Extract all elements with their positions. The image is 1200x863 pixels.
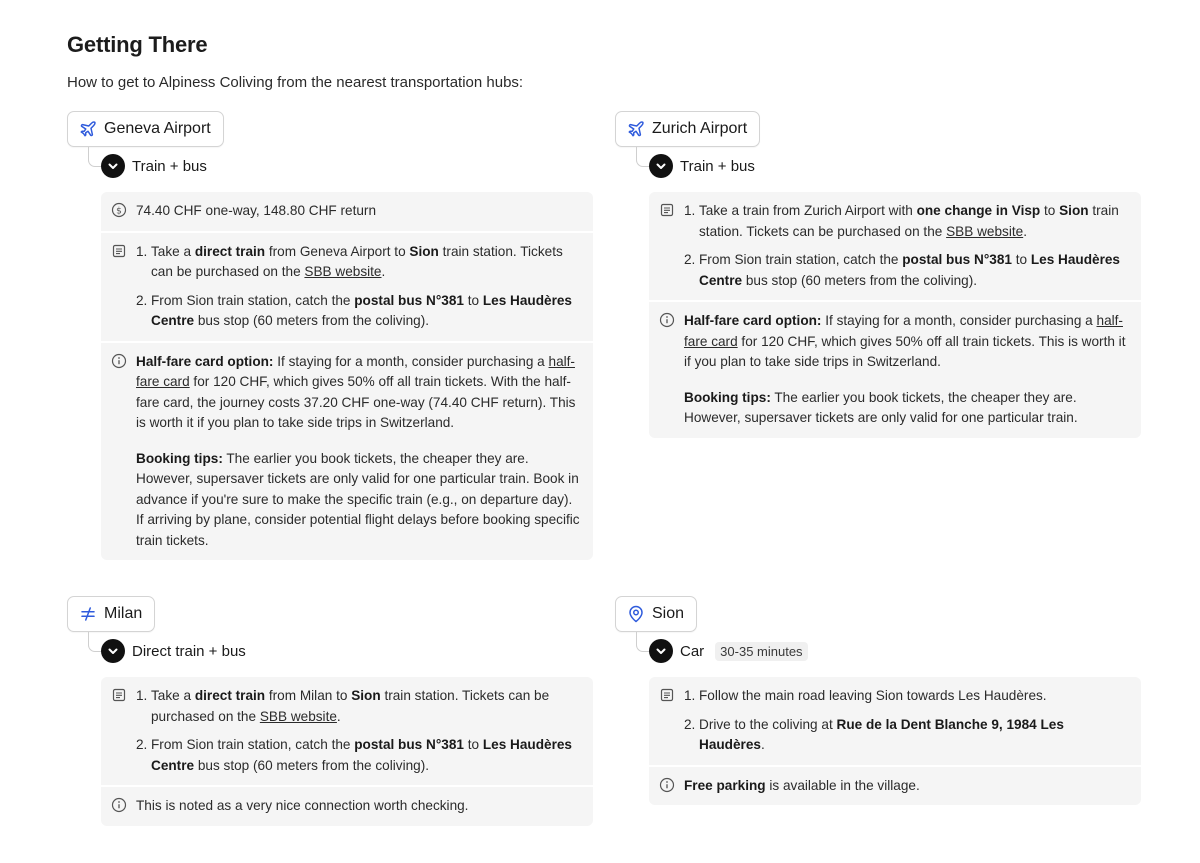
info-row xyxy=(649,302,1141,438)
dollar-coin-icon xyxy=(111,202,127,218)
document-icon xyxy=(111,687,127,703)
section-geneva-airport xyxy=(67,111,597,561)
zurich-airport-label: Zurich Airport xyxy=(652,120,748,137)
step-item: 1. Take a train from Zurich Airport with one change in Visp to Sion train station. Tickets can be purchased on the SBB website. xyxy=(684,203,1119,239)
booking-tips-text: Booking tips: The earlier you book tickets, the cheaper they are. However, supersaver tickets are only valid for one particular train. Book in advance if you're sure to make the specific train (e.g., on departure day). If arriving by plane, consider potential flight delays before booking specific train tickets. xyxy=(136,450,580,548)
plane-icon xyxy=(79,120,97,138)
half-fare-card-link[interactable]: half-fare card xyxy=(684,313,1123,349)
section-zurich-airport xyxy=(615,111,1145,441)
tree-connector xyxy=(636,147,650,167)
tree-connector xyxy=(88,632,102,652)
route-icon xyxy=(79,605,97,623)
cost-row xyxy=(101,192,593,233)
sbb-website-link[interactable]: SBB website xyxy=(946,223,1024,239)
section-sion xyxy=(615,596,1145,806)
chevron-down-icon[interactable] xyxy=(101,154,125,178)
page-intro: How to get to Alpiness Coliving from the nearest transportation hubs: xyxy=(67,74,524,91)
half-fare-card-link[interactable]: half-fare card xyxy=(136,353,575,389)
zurich-details-card xyxy=(649,192,1141,438)
chevron-down-icon[interactable] xyxy=(649,639,673,663)
map-pin-icon xyxy=(627,605,645,623)
step-item: 1. Take a direct train from Milan to Sion train station. Tickets can be purchased on the SBB website. xyxy=(136,688,550,724)
route-label: Direct train + bus xyxy=(132,642,246,660)
document-icon xyxy=(659,687,675,703)
chevron-down-icon[interactable] xyxy=(649,154,673,178)
sion-route-toggle[interactable] xyxy=(649,638,808,664)
section-milan xyxy=(67,596,597,826)
steps-row xyxy=(101,677,593,787)
info-icon xyxy=(111,353,127,369)
sbb-website-link[interactable]: SBB website xyxy=(304,264,382,279)
milan-route-toggle[interactable] xyxy=(101,638,246,664)
document-icon xyxy=(659,202,675,218)
geneva-airport-pill[interactable] xyxy=(67,111,224,147)
step-item: 2. Drive to the coliving at Rue de la Dent Blanche 9, 1984 Les Haudères. xyxy=(684,716,1064,752)
milan-pill[interactable] xyxy=(67,596,155,632)
plane-icon xyxy=(627,120,645,138)
step-item: 1. Take a direct train from Geneva Airport to Sion train station. Tickets can be purchased on the SBB website. xyxy=(136,243,563,279)
milan-details-card xyxy=(101,677,593,826)
step-item: 2. From Sion train station, catch the postal bus N°381 to Les Haudères Centre bus stop (60 meters from the coliving). xyxy=(136,737,572,773)
tree-connector xyxy=(88,147,102,167)
svg-text:$: $ xyxy=(116,206,122,217)
info-row xyxy=(101,343,593,561)
tree-connector xyxy=(636,632,650,652)
sion-pill[interactable] xyxy=(615,596,697,632)
zurich-route-toggle[interactable] xyxy=(649,153,755,179)
document-icon xyxy=(111,243,127,259)
info-row xyxy=(649,767,1141,806)
sion-details-card xyxy=(649,677,1141,805)
route-label: Train + bus xyxy=(132,157,207,175)
step-item: 1. Follow the main road leaving Sion towards Les Haudères. xyxy=(684,688,1047,703)
geneva-details-card xyxy=(101,192,593,560)
steps-row xyxy=(649,192,1141,302)
sbb-website-link[interactable]: SBB website xyxy=(259,708,337,724)
milan-note-text: This is noted as a very nice connection worth checking. xyxy=(136,798,469,813)
parking-text: Free parking is available in the village. xyxy=(684,777,920,793)
half-fare-text: Half-fare card option: If staying for a month, consider purchasing a half-fare card for 120 CHF, which gives 50% off all train tickets. This is worth it if you plan to take side trips in Switzerland. xyxy=(684,313,1126,369)
zurich-airport-pill[interactable] xyxy=(615,111,760,147)
info-row xyxy=(101,787,593,826)
geneva-airport-label: Geneva Airport xyxy=(104,120,211,137)
steps-row xyxy=(101,233,593,343)
info-icon xyxy=(659,312,675,328)
half-fare-text: Half-fare card option: If staying for a month, consider purchasing a half-fare card for 120 CHF, which gives 50% off all train tickets. With the half-fare card, the journey costs 37.20 CHF one-way (74.40 CHF return). This is worth it if you plan to take side trips in Switzerland. xyxy=(136,353,576,430)
step-item: 2. From Sion train station, catch the postal bus N°381 to Les Haudères Centre bus stop (60 meters from the coliving). xyxy=(136,292,572,328)
duration-badge: 30-35 minutes xyxy=(715,642,807,661)
booking-tips-text: Booking tips: The earlier you book tickets, the cheaper they are. However, supersaver tickets are only valid for one particular train. xyxy=(684,389,1078,425)
sion-label: Sion xyxy=(652,605,685,622)
route-label: Car xyxy=(680,642,705,660)
route-label: Train + bus xyxy=(680,157,755,175)
page-title: Getting There xyxy=(67,32,208,57)
chevron-down-icon[interactable] xyxy=(101,639,125,663)
steps-row xyxy=(649,677,1141,767)
step-item: 2. From Sion train station, catch the postal bus N°381 to Les Haudères Centre bus stop (60 meters from the coliving). xyxy=(684,252,1120,288)
milan-label: Milan xyxy=(104,605,143,622)
geneva-route-toggle[interactable] xyxy=(101,153,207,179)
info-icon xyxy=(659,777,675,793)
info-icon xyxy=(111,797,127,813)
cost-text: 74.40 CHF one-way, 148.80 CHF return xyxy=(136,203,377,218)
